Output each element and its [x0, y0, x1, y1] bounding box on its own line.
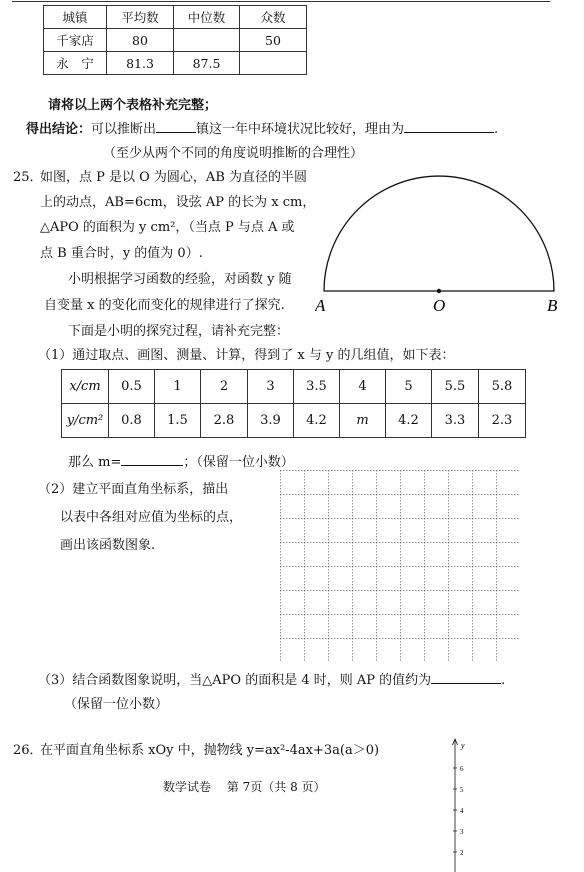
reason-answer-blank[interactable]	[404, 120, 494, 133]
table-cell: 千家店	[44, 29, 107, 52]
page-top-rule	[12, 1, 550, 2]
table-cell: 4.2	[386, 404, 432, 438]
table-cell: 2.8	[201, 404, 248, 438]
table-cell: 1	[155, 370, 201, 404]
q25-text-line: △APO 的面积为 y cm²，（当点 P 与点 A 或	[40, 220, 295, 235]
table-cell: 永 宁	[44, 52, 107, 75]
table-cell: 3	[248, 370, 294, 404]
point-o-label: O	[433, 296, 446, 315]
table-cell: 4.2	[294, 404, 340, 438]
table-cell: 5	[386, 370, 432, 404]
table-cell: 81.3	[107, 52, 174, 75]
m-note: ；（保留一位小数）	[183, 455, 294, 470]
part2-text: 以表中各组对应值为坐标的点，	[60, 510, 243, 525]
table-cell: 87.5	[174, 52, 240, 75]
page-footer: 数学试卷 第 7页（共 8 页）	[163, 780, 326, 794]
semicircle-outline	[324, 176, 554, 291]
y-axis-fragment	[447, 736, 477, 872]
table-row	[62, 404, 526, 438]
y-label-cell: y/cm²	[62, 404, 109, 438]
q25-text-line: 下面是小明的探究过程，请补充完整：	[68, 324, 290, 339]
y-tick-label: 5	[460, 786, 464, 794]
m-prompt-line	[68, 451, 294, 470]
xy-values-table	[61, 369, 526, 438]
part2-text: （2）建立平面直角坐标系，描出	[38, 482, 229, 497]
y-tick-label: 3	[460, 828, 464, 836]
part1-text: （1）通过取点、画图、测量、计算，得到了 x 与 y 的几组值，如下表：	[38, 348, 455, 363]
table-cell	[174, 29, 240, 52]
table-header-cell: 城镇	[44, 6, 107, 29]
conclusion-line	[26, 118, 498, 137]
q25-number: 25．	[13, 170, 43, 185]
coordinate-grid	[280, 470, 520, 662]
table-cell: 5.5	[432, 370, 479, 404]
table-cell: 3.3	[432, 404, 479, 438]
table-cell: 2.3	[479, 404, 526, 438]
table-cell	[240, 52, 307, 75]
conclusion-text-a: 可以推断出	[91, 122, 157, 137]
m-answer-blank[interactable]	[121, 453, 183, 466]
table-header-row	[44, 6, 307, 29]
table-cell: 0.8	[109, 404, 155, 438]
conclusion-label: 得出结论：	[26, 122, 92, 137]
part2-text: 画出该函数图象.	[60, 538, 156, 553]
ap-answer-blank[interactable]	[431, 671, 501, 684]
town-answer-blank[interactable]	[156, 120, 196, 133]
point-a-label: A	[315, 296, 326, 315]
point-b-label: B	[547, 296, 558, 315]
table-cell: 3.5	[294, 370, 340, 404]
town-stats-table	[43, 5, 307, 75]
table-cell: 0.5	[109, 370, 155, 404]
part3-text: （3）结合函数图象说明，当△APO 的面积是 4 时，则 AP 的值约为	[38, 673, 432, 688]
table-row	[62, 370, 526, 404]
q25-text-line: 小明根据学习函数的经验，对函数 y 随	[68, 272, 292, 287]
center-point	[437, 289, 441, 293]
y-tick-label: 4	[460, 807, 464, 815]
table-row	[44, 52, 307, 75]
y-axis-label: y	[461, 741, 465, 750]
table-cell: 5.8	[479, 370, 526, 404]
table-cell: 50	[240, 29, 307, 52]
conclusion-text-b: 镇这一年中环境状况比较好，理由为	[196, 122, 405, 137]
y-tick-label: 6	[460, 765, 464, 773]
x-label-cell: x/cm	[62, 370, 109, 404]
table-cell: 2	[201, 370, 248, 404]
fill-instruction: 请将以上两个表格补充完整；	[48, 98, 218, 113]
q25-text-line: 点 B 重合时，y 的值为 0）.	[40, 246, 203, 261]
conclusion-note: （至少从两个不同的角度说明推断的合理性）	[103, 146, 364, 161]
part3-line	[38, 669, 505, 688]
table-cell: 80	[107, 29, 174, 52]
part3-note: （保留一位小数）	[64, 697, 169, 712]
table-header-cell: 平均数	[107, 6, 174, 29]
q25-text-line: 自变量 x 的变化而变化的规律进行了探究.	[44, 298, 285, 313]
table-cell: m	[340, 404, 386, 438]
q25-text-line: 如图，点 P 是以 O 为圆心，AB 为直径的半圆	[40, 170, 308, 185]
q25-text-line: 上的动点，AB=6cm，设弦 AP 的长为 x cm，	[40, 195, 316, 210]
table-header-cell: 众数	[240, 6, 307, 29]
y-tick-label: 2	[460, 849, 464, 857]
m-prompt: 那么 m=	[68, 455, 122, 470]
table-header-cell: 中位数	[174, 6, 240, 29]
q26-number: 26．	[13, 743, 43, 758]
conclusion-end: .	[494, 122, 499, 137]
table-cell: 1.5	[155, 404, 201, 438]
table-row	[44, 29, 307, 52]
table-cell: 3.9	[248, 404, 294, 438]
q26-text: 在平面直角坐标系 xOy 中，抛物线 y=ax²-4ax+3a(a＞0)	[40, 743, 380, 758]
part3-end: .	[501, 673, 506, 688]
semicircle-figure	[315, 168, 565, 316]
table-cell: 4	[340, 370, 386, 404]
